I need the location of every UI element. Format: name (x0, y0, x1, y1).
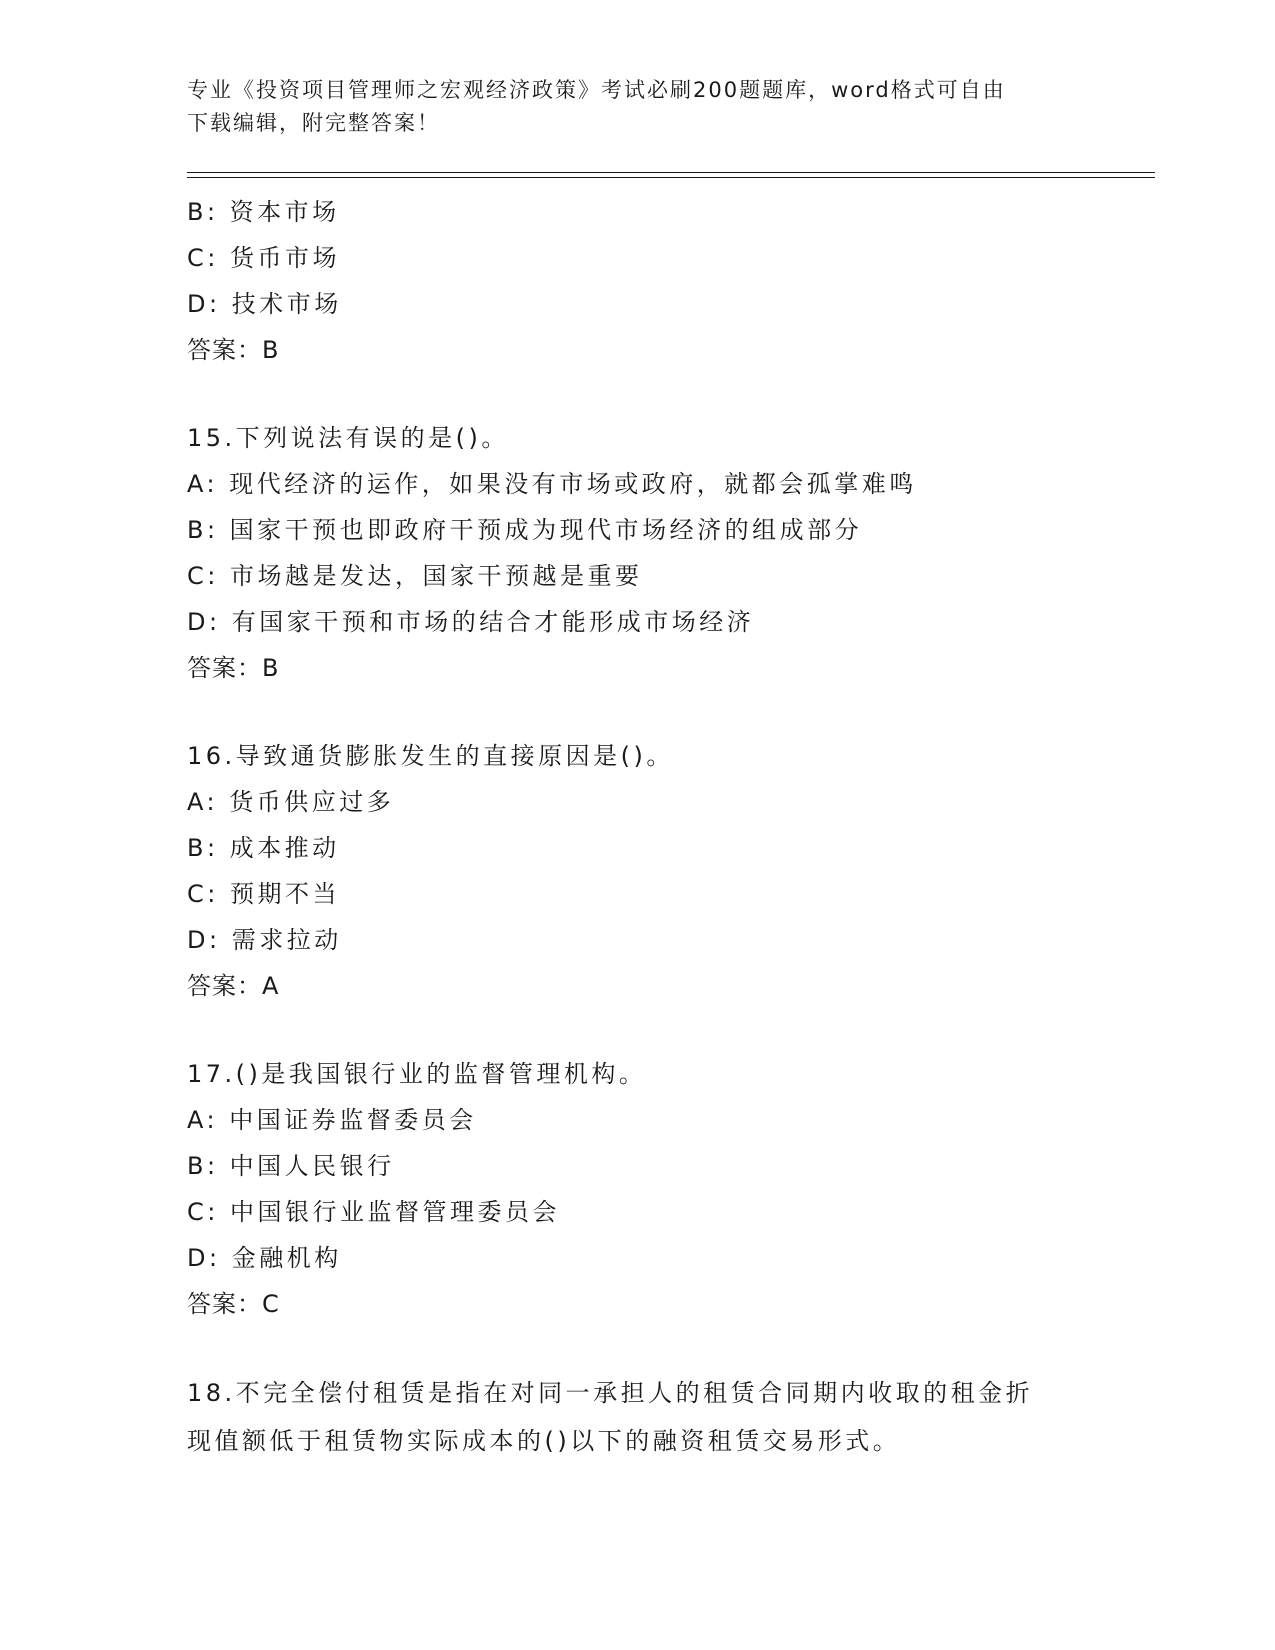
question-stem-line-1: 18.不完全偿付租赁是指在对同一承担人的租赁合同期内收取的租金折 (187, 1379, 1034, 1407)
document-header (187, 74, 1067, 140)
question-14-remainder (187, 189, 1087, 373)
header-rule-bottom (187, 177, 1155, 178)
option-b: B: 中国人民银行 (187, 1152, 395, 1180)
option-c: C: 中国银行业监督管理委员会 (187, 1198, 560, 1226)
question-17 (187, 1051, 1087, 1327)
option-d: D: 有国家干预和市场的结合才能形成市场经济 (187, 608, 755, 636)
question-stem: 17.()是我国银行业的监督管理机构。 (187, 1060, 647, 1088)
question-stem: 16.导致通货膨胀发生的直接原因是()。 (187, 742, 674, 770)
answer: 答案：A (187, 972, 280, 1000)
question-stem-line-2: 现值额低于租赁物实际成本的()以下的融资租赁交易形式。 (187, 1427, 901, 1455)
question-stem: 15.下列说法有误的是()。 (187, 424, 509, 452)
question-list (187, 189, 1087, 1465)
answer: 答案：C (187, 1290, 280, 1318)
option-c: C: 预期不当 (187, 880, 340, 908)
header-rule-top (187, 172, 1155, 173)
option-a: A: 货币供应过多 (187, 788, 395, 816)
question-15 (187, 415, 1087, 691)
option-b: B: 资本市场 (187, 198, 340, 226)
option-b: B: 成本推动 (187, 834, 340, 862)
question-18 (187, 1369, 1087, 1465)
option-b: B: 国家干预也即政府干预成为现代市场经济的组成部分 (187, 516, 863, 544)
option-d: D: 技术市场 (187, 290, 342, 318)
answer: 答案：B (187, 654, 280, 682)
header-line-2: 下载编辑，附完整答案！ (187, 111, 440, 135)
option-d: D: 需求拉动 (187, 926, 342, 954)
header-line-1: 专业《投资项目管理师之宏观经济政策》考试必刷200题题库，word格式可自由 (187, 78, 1006, 102)
question-16 (187, 733, 1087, 1009)
option-c: C: 货币市场 (187, 244, 340, 272)
option-a: A: 现代经济的运作，如果没有市场或政府，就都会孤掌难鸣 (187, 470, 917, 498)
answer: 答案：B (187, 336, 280, 364)
option-a: A: 中国证券监督委员会 (187, 1106, 477, 1134)
option-d: D: 金融机构 (187, 1244, 342, 1272)
option-c: C: 市场越是发达，国家干预越是重要 (187, 562, 643, 590)
